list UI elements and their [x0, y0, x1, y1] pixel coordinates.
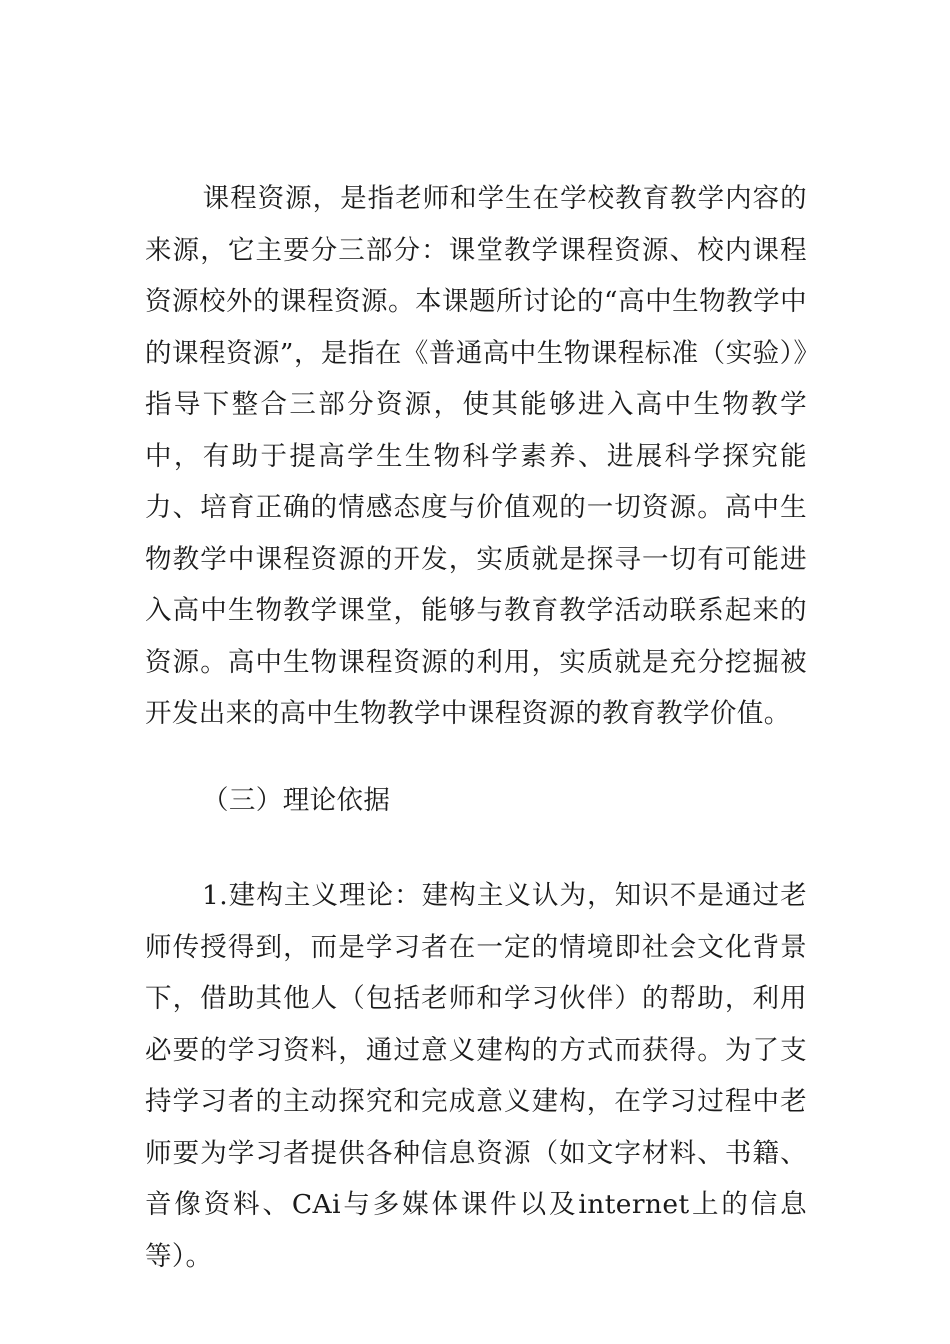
- paragraph-text: 1.建构主义理论：建构主义认为，知识不是通过老师传授得到，而是学习者在一定的情境即社会文化背景下，借助其他人（包括老师和学习伙伴）的帮助，利用必要的学习资料，通过意义建构的方式而获得。为了支持学习者的主动探究和完成意义建构，在学习过程中老师要为学习者提供各种信息资源（如文字材料、书籍、音像资料、CAi与多媒体课件以及internet上的信息等）。: [145, 880, 807, 1272]
- body-paragraph-constructivism: [145, 870, 807, 1282]
- section-heading-theory-basis: （三）理论依据: [202, 785, 391, 816]
- paragraph-text: 课程资源，是指老师和学生在学校教育教学内容的来源，它主要分三部分：课堂教学课程资源、校内课程资源校外的课程资源。本课题所讨论的“高中生物教学中的课程资源”，是指在《普通高中生物课程标准（实验）》指导下整合三部分资源，使其能够进入高中生物教学中，有助于提高学生生物科学素养、进展科学探究能力、培育正确的情感态度与价值观的一切资源。高中生物教学中课程资源的开发，实质就是探寻一切有可能进入高中生物教学课堂，能够与教育教学活动联系起来的资源。高中生物课程资源的利用，实质就是充分挖掘被开发出来的高中生物教学中课程资源的教育教学价值。: [145, 183, 807, 729]
- body-paragraph-course-resources: [145, 173, 807, 740]
